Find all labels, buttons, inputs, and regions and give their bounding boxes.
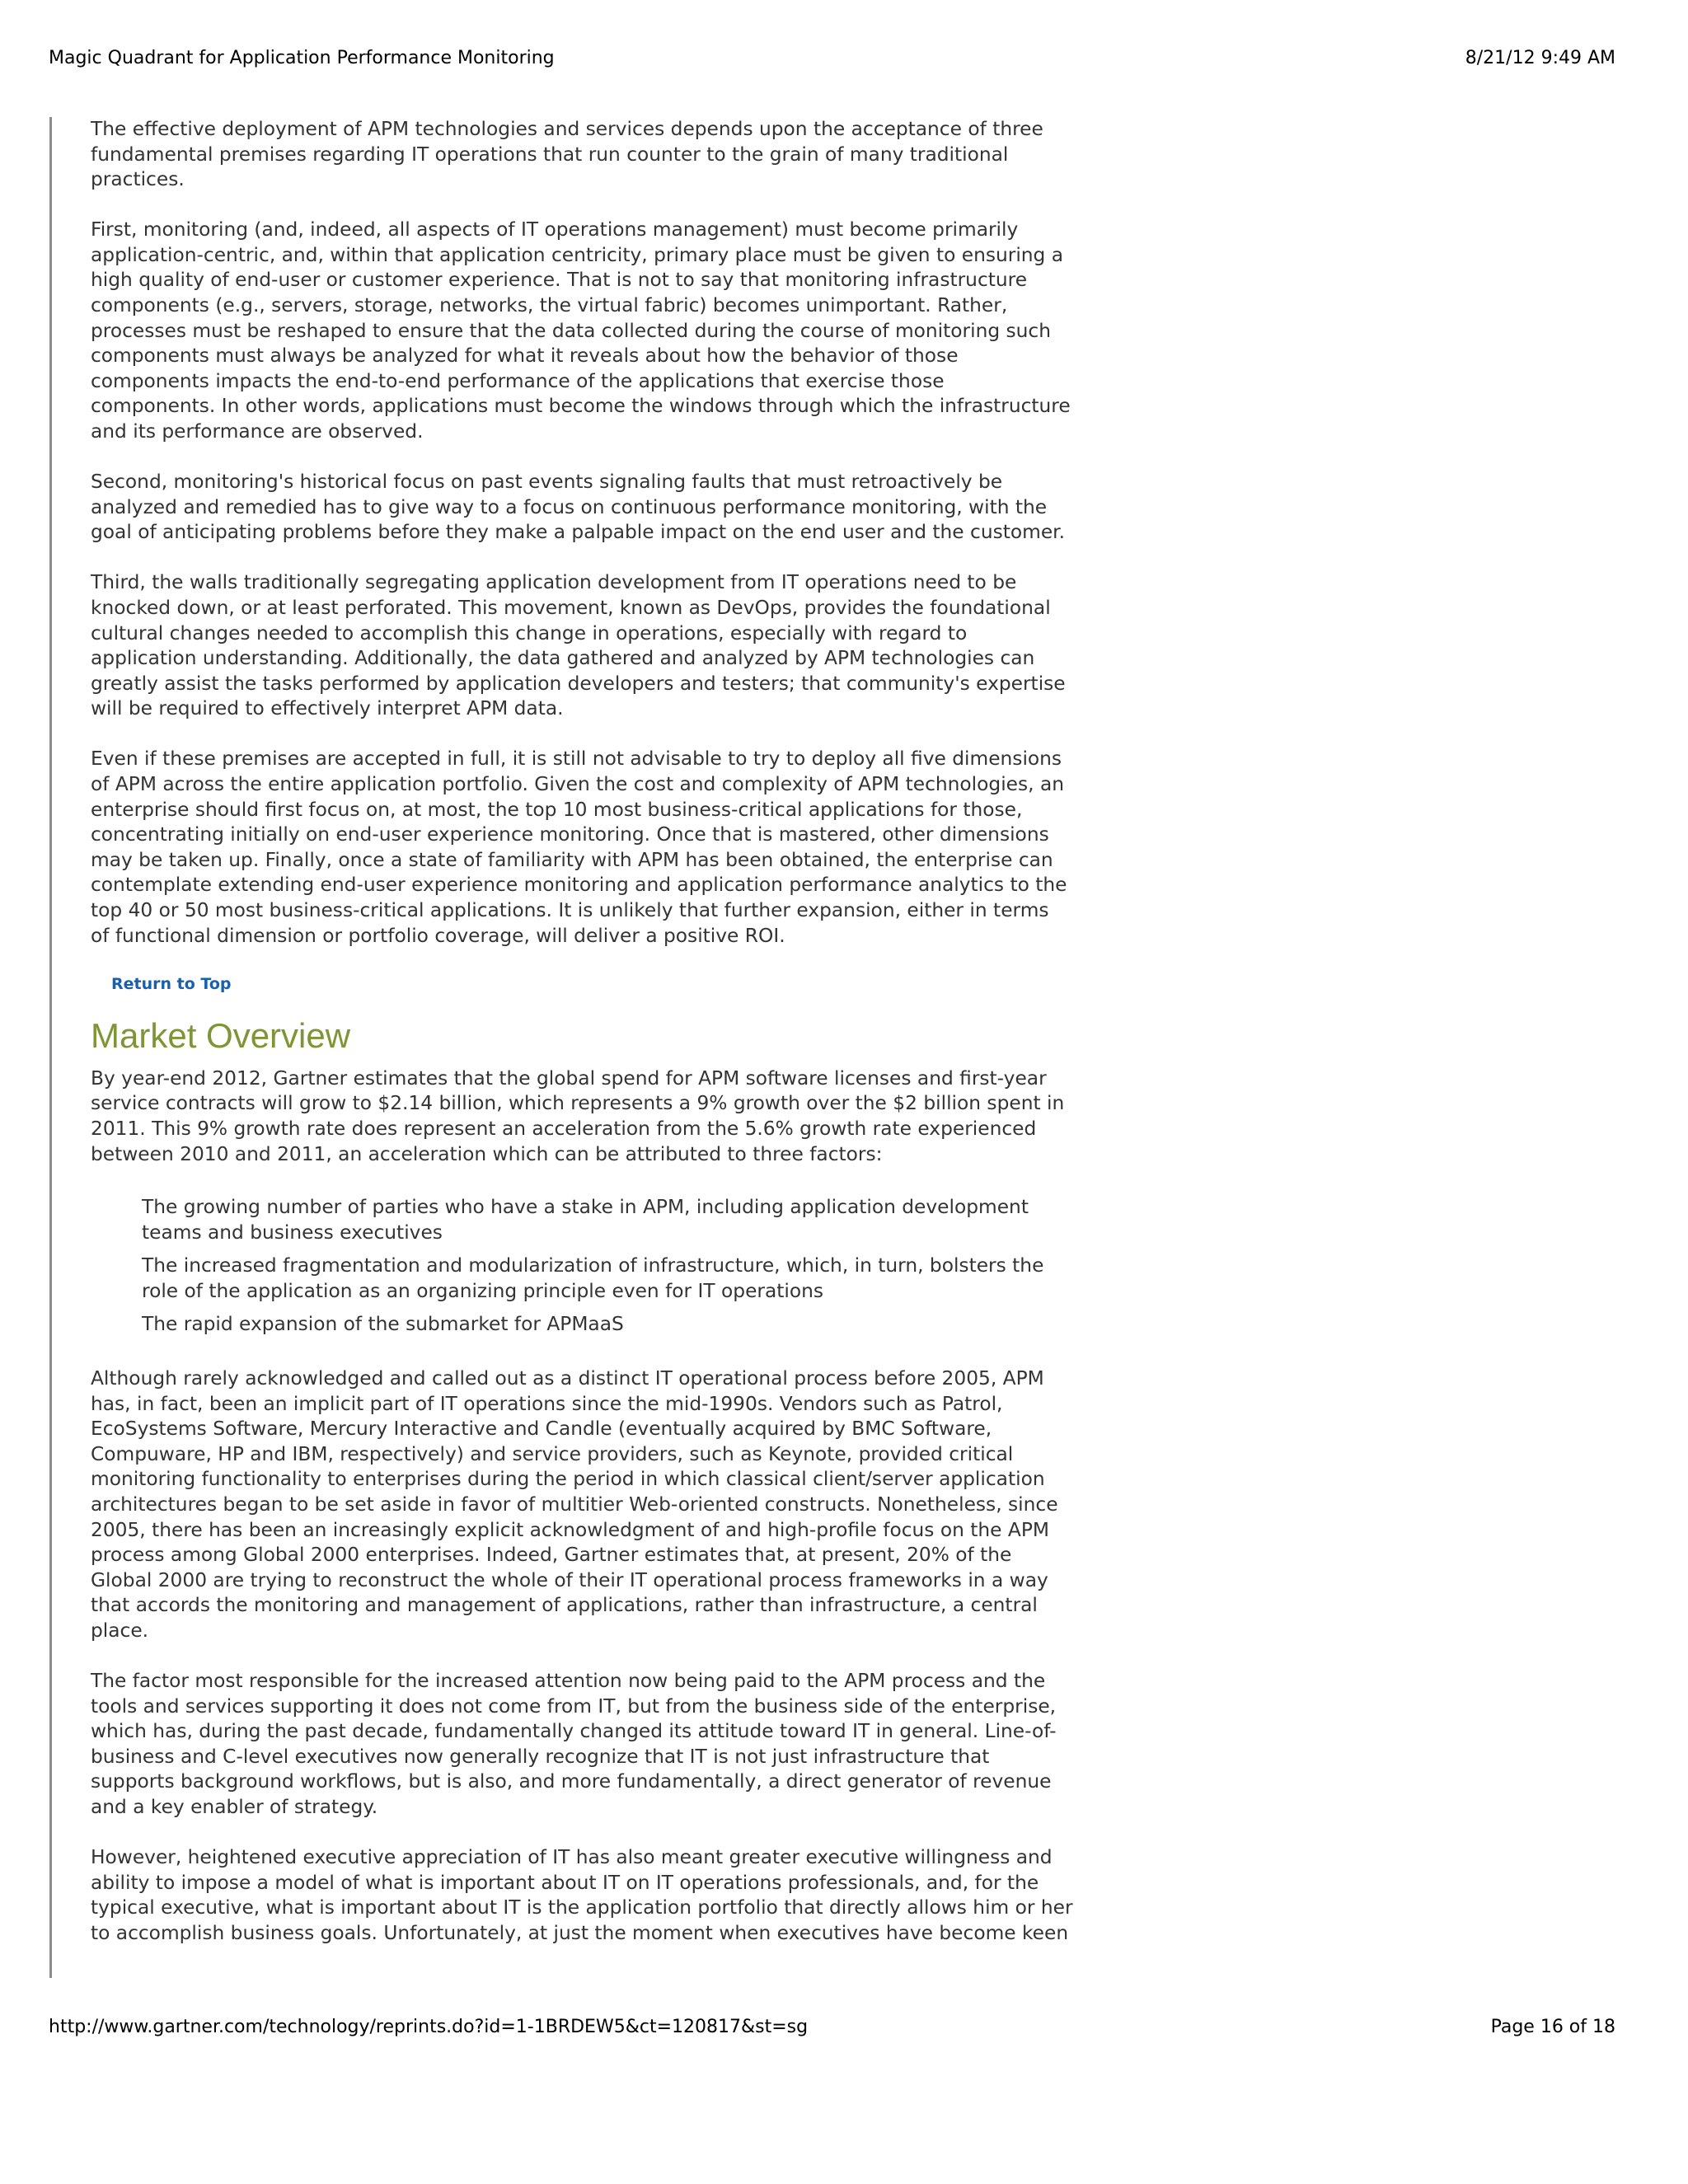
paragraph: Second, monitoring's historical focus on past events signaling faults that must retroactively be analyzed and remedied has to give way to a focus on continuous performance monitoring, with the goal of anticipating problems before they make a palpable impact on the end user and the customer.: [91, 471, 1066, 544]
list-item: The rapid expansion of the submarket for APMaaS: [142, 1313, 624, 1336]
source-url: http://www.gartner.com/technology/reprints.do?id=1-1BRDEW5&ct=120817&st=sg: [49, 2017, 809, 2037]
article-content: [49, 117, 1080, 1978]
paragraph: Third, the walls traditionally segregating application development from IT operations need to be knocked down, or at least perforated. This movement, known as DevOps, provides the foundational cultural changes needed to accomplish this change in operations, especially with regard to application understanding. Additionally, the data gathered and analyzed by APM technologies can greatly assist the tasks performed by application developers and testers; that community's expertise will be required to effectively interpret APM data.: [91, 571, 1066, 720]
paragraph: The factor most responsible for the increased attention now being paid to the APM process and the tools and services supporting it does not come from IT, but from the business side of the enterprise, which has, during the past decade, fundamentally changed its attitude toward IT in general. Line-of-business and C-level executives now generally recognize that IT is not just infrastructure that supports background workflows, but is also, and more fundamentally, a direct generator of revenue and a key enabler of strategy.: [91, 1670, 1057, 1819]
section-title: Market Overview: [91, 1015, 351, 1055]
paragraph: However, heightened executive appreciation of IT has also meant greater executive willingness and ability to impose a model of what is important about IT on IT operations professionals, and, for the typical executive, what is important about IT is the application portfolio that directly allows him or her to accomplish business goals. Unfortunately, at just the moment when executives have become keen: [91, 1846, 1073, 1944]
page-footer: [49, 2017, 1615, 2037]
return-to-top-link[interactable]: Return to Top: [111, 974, 232, 993]
print-datetime: 8/21/12 9:49 AM: [1465, 48, 1615, 68]
page-number: Page 16 of 18: [1490, 2017, 1615, 2037]
paragraph: First, monitoring (and, indeed, all aspects of IT operations management) must become primarily application-centric, and, within that application centricity, primary place must be given to ensuring a high quality of end-user or customer experience. That is not to say that monitoring infrastructure components (e.g., servers, storage, networks, the virtual fabric) becomes unimportant. Rather, processes must be reshaped to ensure that the data collected during the course of monitoring such components must always be analyzed for what it reveals about how the behavior of those components impacts the end-to-end performance of the applications that exercise those components. In other words, applications must become the windows through which the infrastructure and its performance are observed.: [91, 218, 1071, 443]
page-header: [49, 48, 1615, 68]
document-title: Magic Quadrant for Application Performance Monitoring: [49, 48, 555, 68]
factor-list: [91, 1195, 1073, 1338]
list-item: The increased fragmentation and modularization of infrastructure, which, in turn, bolsters the role of the application as an organizing principle even for IT operations: [142, 1254, 1044, 1302]
paragraph: Even if these premises are accepted in full, it is still not advisable to try to deploy all five dimensions of APM across the entire application portfolio. Given the cost and complexity of APM technologies, an enterprise should first focus on, at most, the top 10 most business-critical applications for those, concentrating initially on end-user experience monitoring. Once that is mastered, other dimensions may be taken up. Finally, once a state of familiarity with APM has been obtained, the enterprise can contemplate extending end-user experience monitoring and application performance analytics to the top 40 or 50 most business-critical applications. It is unlikely that further expansion, either in terms of functional dimension or portfolio coverage, will deliver a positive ROI.: [91, 748, 1067, 947]
list-item: The growing number of parties who have a stake in APM, including application development teams and business executives: [142, 1196, 1029, 1244]
paragraph: Although rarely acknowledged and called out as a distinct IT operational process before 2005, APM has, in fact, been an implicit part of IT operations since the mid-1990s. Vendors such as Patrol, EcoSystems Software, Mercury Interactive and Candle (eventually acquired by BMC Software, Compuware, HP and IBM, respectively) and service providers, such as Keynote, provided critical monitoring functionality to enterprises during the period in which classical client/server application architectures began to be set aside in favor of multitier Web-oriented constructs. Nonetheless, since 2005, there has been an increasingly explicit acknowledgment of and high-profile focus on the APM process among Global 2000 enterprises. Indeed, Gartner estimates that, at present, 20% of the Global 2000 are trying to reconstruct the whole of their IT operational process frameworks in a way that accords the monitoring and management of applications, rather than infrastructure, a central place.: [91, 1367, 1058, 1642]
paragraph: By year-end 2012, Gartner estimates that the global spend for APM software licenses and first-year service contracts will grow to $2.14 billion, which represents a 9% growth over the $2 billion spent in 2011. This 9% growth rate does represent an acceleration from the 5.6% growth rate experienced between 2010 and 2011, an acceleration which can be attributed to three factors:: [91, 1066, 1065, 1165]
paragraph: The effective deployment of APM technologies and services depends upon the acceptance of three fundamental premises regarding IT operations that run counter to the grain of many traditional practices.: [91, 118, 1043, 191]
